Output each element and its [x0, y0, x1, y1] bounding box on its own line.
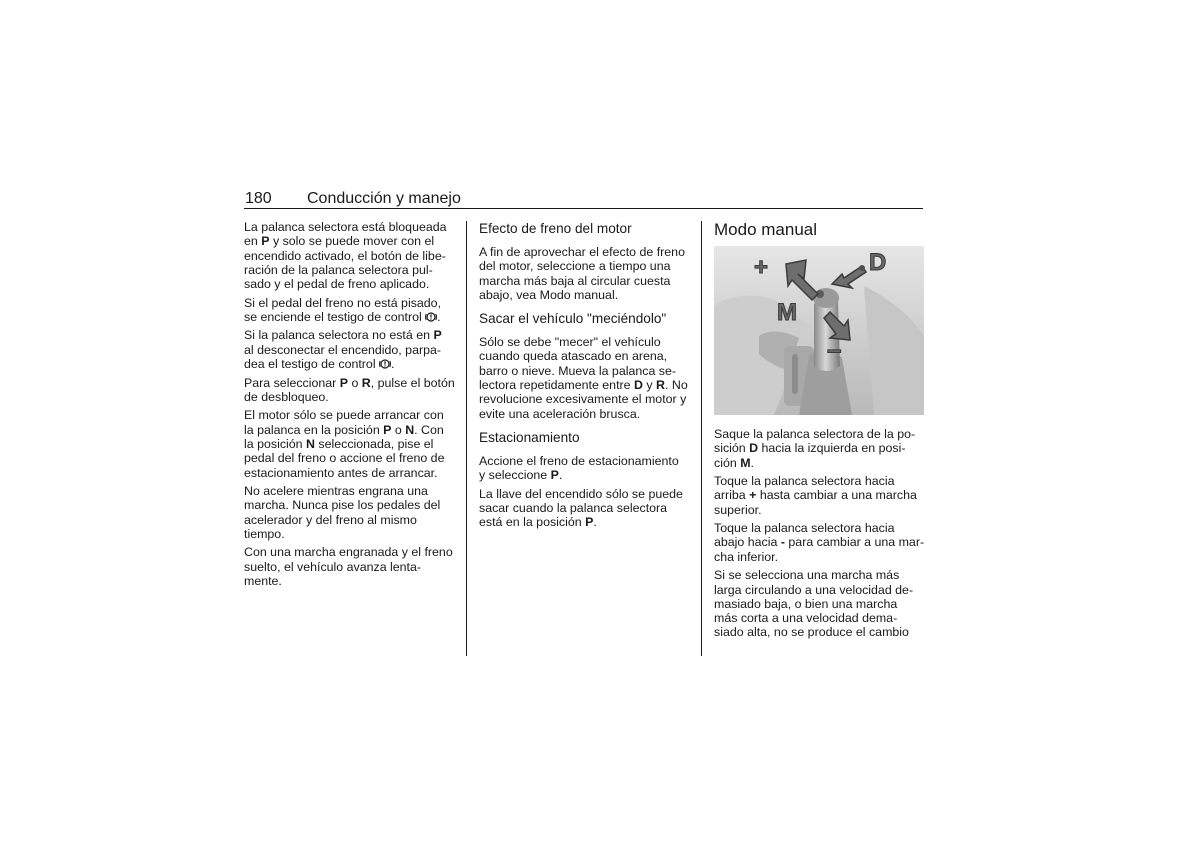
paragraph: La llave del encendido sólo se puede sacar cuando la palanca selectora está en la posición P.: [479, 486, 683, 530]
bold-term: P: [585, 515, 594, 530]
d-label: D: [869, 249, 887, 276]
paragraph: La palanca selectora está bloqueada en P y solo se puede mover con el encendido activado, el botón de libe- ración de la palanca selectora pul- sado y el pedal de freno aplicado.: [244, 220, 447, 292]
bold-term: R: [361, 375, 371, 390]
bold-term: N: [405, 422, 415, 437]
lever-knob: [813, 288, 839, 308]
bold-term: -: [780, 535, 785, 550]
paragraph: Accione el freno de estacionamiento y seleccione P.: [479, 453, 679, 483]
bold-term: P: [261, 234, 270, 249]
column-2: [479, 221, 693, 534]
paragraph: Toque la palanca selectora hacia abajo hacia - para cambiar a una mar- cha inferior.: [714, 521, 925, 564]
column-divider: [466, 221, 467, 656]
column-1: [244, 220, 458, 592]
paragraph: No acelere mientras engrana una marcha. Nunca pise los pedales del acelerador y del freno al mismo tiempo.: [244, 483, 441, 541]
bold-term: D: [749, 441, 759, 456]
column-divider: [701, 221, 702, 656]
gear-selector-figure: [714, 246, 924, 415]
bold-term: +: [749, 488, 757, 503]
bold-term: D: [633, 378, 643, 393]
paragraph: Si el pedal del freno no está pisado, se enciende el testigo de control .: [244, 295, 442, 324]
section-title: Modo manual: [714, 220, 818, 239]
bold-term: P: [550, 468, 559, 483]
m-label: M: [777, 299, 797, 326]
gate-slot: [792, 354, 798, 394]
header-rule: [244, 208, 923, 209]
plus-label: +: [754, 254, 769, 281]
section-heading: Efecto de freno del motor: [479, 221, 632, 236]
page-number: 180: [245, 190, 272, 207]
d-position-dot: [859, 265, 865, 271]
section-heading: Estacionamiento: [479, 429, 580, 445]
bold-term: P: [383, 422, 392, 437]
bold-term: P: [433, 328, 442, 343]
bold-term: P: [339, 375, 348, 390]
bold-term: M: [740, 455, 751, 470]
minus-label: –: [827, 334, 842, 364]
brake-warning-icon: [379, 358, 391, 370]
paragraph: Saque la palanca selectora de la po- sición D hacia la izquierda en posi- ción M.: [714, 427, 916, 470]
paragraph: Con una marcha engranada y el freno suelto, el vehículo avanza lenta- mente.: [244, 545, 453, 588]
paragraph: El motor sólo se puede arrancar con la palanca en la posición P o N. Con la posición N seleccionada, pise el pedal del freno o accione el freno de estacionamiento antes de arrancar.: [244, 408, 445, 480]
bold-term: N: [306, 436, 315, 451]
paragraph: Toque la palanca selectora hacia arriba + hasta cambiar a una marcha superior.: [714, 474, 917, 517]
bold-term: R: [656, 378, 665, 393]
paragraph: Si la palanca selectora no está en P al desconectar el encendido, parpa- dea el testigo de control .: [244, 328, 442, 372]
section-heading: Sacar el vehículo "meciéndolo": [479, 311, 667, 327]
paragraph: Sólo se debe "mecer" el vehículo cuando queda atascado en arena, barro o nieve. Mueva la palanca se- lectora repetidamente entre D y R. No revolucione excesivamente el motor y evite una aceleración brusca.: [479, 335, 688, 421]
running-title: Conducción y manejo: [307, 190, 461, 207]
brake-warning-icon: [425, 311, 437, 323]
paragraph: A fin de aprovechar el efecto de freno del motor, seleccione a tiempo una marcha más baja al circular cuesta abajo, vea Modo manual.: [479, 245, 685, 302]
paragraph: Para seleccionar P o R, pulse el botón de desbloqueo.: [244, 375, 455, 404]
paragraph: Si se selecciona una marcha más larga circulando a una velocidad de- masiado baja, o bien una marcha más corta a una velocidad dema- siado alta, no se produce el cambio: [714, 568, 914, 640]
column-3: [714, 220, 926, 644]
